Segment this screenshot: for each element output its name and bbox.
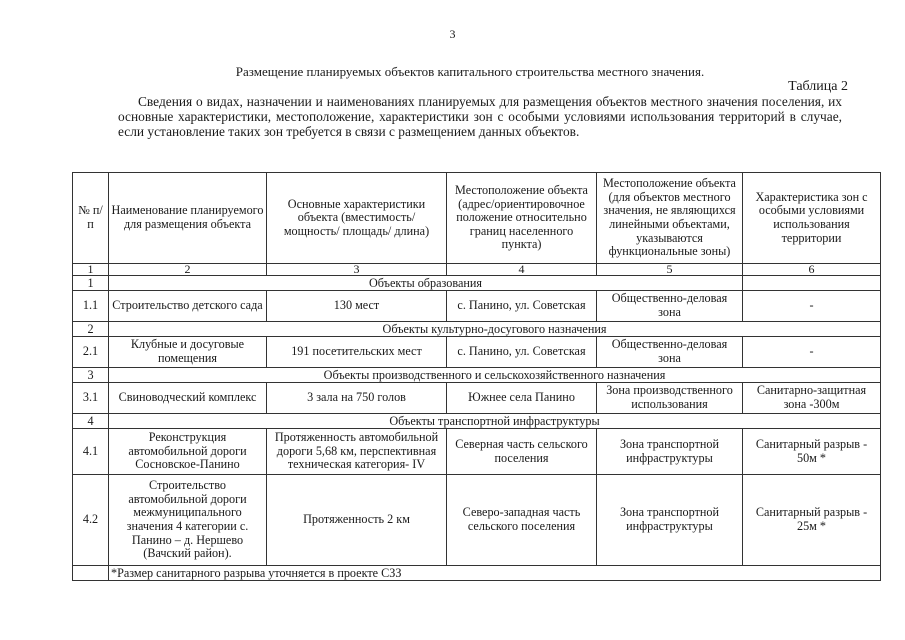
section-title: Объекты транспортной инфраструктуры [109, 414, 881, 429]
table-row [73, 475, 881, 566]
section-number: 3 [73, 368, 109, 383]
table-row [73, 291, 881, 322]
column-number: 2 [109, 264, 267, 276]
object-characteristics: 130 мест [267, 291, 447, 322]
header-cell: Наименование планируемого для размещения объекта [109, 173, 267, 264]
column-number: 4 [447, 264, 597, 276]
object-characteristics: Протяженность автомобильной дороги 5,68 км, перспективная техническая категория- IV [267, 429, 447, 475]
header-cell: Характеристика зон с особыми условиями использования территории [743, 173, 881, 264]
object-location: Северная часть сельского поселения [447, 429, 597, 475]
column-number: 5 [597, 264, 743, 276]
table-row [73, 383, 881, 414]
table-row [73, 429, 881, 475]
row-number: 2.1 [73, 337, 109, 368]
special-zone: - [743, 337, 881, 368]
functional-zone: Зона транспортной инфраструктуры [597, 475, 743, 566]
section-title: Объекты культурно-досугового назначения [109, 322, 881, 337]
section-number: 4 [73, 414, 109, 429]
header-cell: Местоположение объекта (адрес/ориентировочное положение относительно границ населенного пункта) [447, 173, 597, 264]
section-number: 2 [73, 322, 109, 337]
header-cell: Местоположение объекта (для объектов местного значения, не являющихся линейными объектами, указываются функциональные зоны) [597, 173, 743, 264]
object-name: Строительство автомобильной дороги межмуниципального значения 4 категории с. Панино – д. Нершево (Вачский район). [109, 475, 267, 566]
object-location: с. Панино, ул. Советская [447, 291, 597, 322]
special-zone: - [743, 291, 881, 322]
page-number: 3 [449, 27, 456, 41]
object-characteristics: Протяженность 2 км [267, 475, 447, 566]
intro-paragraph: Сведения о видах, назначении и наименованиях планируемых для размещения объектов местного значения поселения, их основные характеристики, местоположение, характеристики зон с особыми условиями использования территорий в случае, если установление таких зон требуется в связи с размещением данных объектов. [118, 94, 842, 139]
section-row [73, 322, 881, 337]
row-number: 1.1 [73, 291, 109, 322]
footnote: *Размер санитарного разрыва уточняется в проекте СЗЗ [109, 566, 881, 581]
header-cell: Основные характеристики объекта (вместимость/ мощность/ площадь/ длина) [267, 173, 447, 264]
footnote-row [73, 566, 881, 581]
object-characteristics: 3 зала на 750 голов [267, 383, 447, 414]
column-number: 1 [73, 264, 109, 276]
section-row [73, 368, 881, 383]
functional-zone: Зона транспортной инфраструктуры [597, 429, 743, 475]
object-name: Клубные и досуговые помещения [109, 337, 267, 368]
object-location: Южнее села Панино [447, 383, 597, 414]
column-number: 3 [267, 264, 447, 276]
special-zone: Санитарный разрыв - 50м * [743, 429, 881, 475]
object-characteristics: 191 посетительских мест [267, 337, 447, 368]
row-number: 4.2 [73, 475, 109, 566]
table-row [73, 337, 881, 368]
column-number: 6 [743, 264, 881, 276]
special-zone: Санитарно-защитная зона -300м [743, 383, 881, 414]
table-header-row [73, 173, 881, 264]
section-title: Объекты производственного и сельскохозяйственного назначения [109, 368, 881, 383]
section-row [73, 414, 881, 429]
section-empty-cell [743, 276, 881, 291]
section-title: Объекты образования [109, 276, 743, 291]
special-zone: Санитарный разрыв - 25м * [743, 475, 881, 566]
section-row [73, 276, 881, 291]
functional-zone: Общественно-деловая зона [597, 337, 743, 368]
document-heading: Размещение планируемых объектов капитального строительства местного значения. [235, 64, 705, 79]
row-number: 4.1 [73, 429, 109, 475]
functional-zone: Общественно-деловая зона [597, 291, 743, 322]
row-number: 3.1 [73, 383, 109, 414]
functional-zone: Зона производственного использования [597, 383, 743, 414]
objects-table [72, 172, 881, 581]
header-cell: № п/п [73, 173, 109, 264]
section-number: 1 [73, 276, 109, 291]
object-name: Свиноводческий комплекс [109, 383, 267, 414]
column-number-row [73, 264, 881, 276]
object-location: с. Панино, ул. Советская [447, 337, 597, 368]
table-label: Таблица 2 [788, 79, 848, 94]
object-name: Реконструкция автомобильной дороги Сосновское-Панино [109, 429, 267, 475]
footnote-empty-cell [73, 566, 109, 581]
object-name: Строительство детского сада [109, 291, 267, 322]
object-location: Северо-западная часть сельского поселения [447, 475, 597, 566]
